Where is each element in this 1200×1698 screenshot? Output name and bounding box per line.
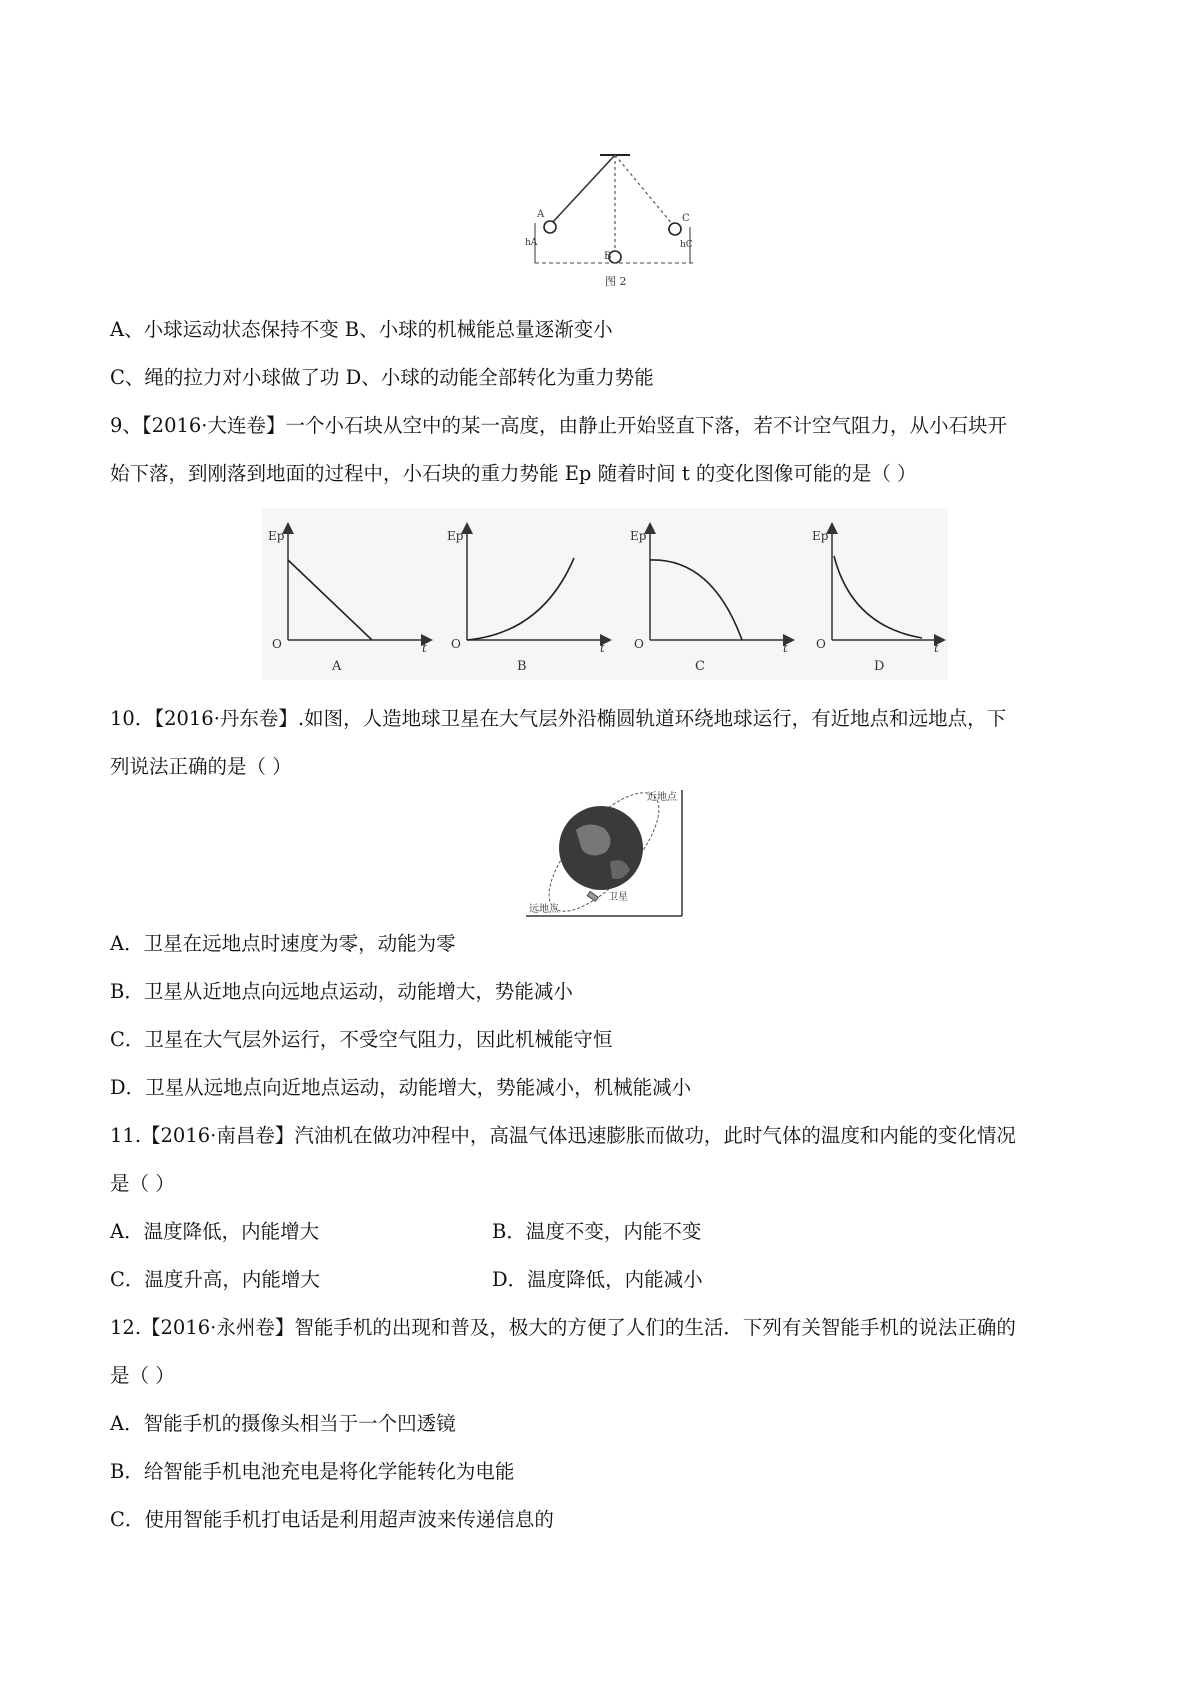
q11-line1: 11.【2016·南昌卷】汽油机在做功冲程中，高温气体迅速膨胀而做功，此时气体的温度和内能的变化情况 <box>110 1124 1016 1147</box>
graph-d-x-label: t <box>934 641 939 655</box>
q11-option-a: A．温度降低，内能增大 <box>110 1220 320 1243</box>
q12-option-b: B．给智能手机电池充电是将化学能转化为电能 <box>110 1460 515 1483</box>
q11-option-b: B．温度不变，内能不变 <box>492 1220 702 1243</box>
q12-option-a: A．智能手机的摄像头相当于一个凹透镜 <box>110 1412 456 1435</box>
graph-a-x-label: t <box>422 641 427 655</box>
q11-option-d: D．温度降低，内能减小 <box>492 1268 703 1291</box>
graph-c <box>630 528 789 674</box>
q10-line2: 列说法正确的是（ ） <box>110 755 292 778</box>
q10-option-c: C．卫星在大气层外运行，不受空气阻力，因此机械能守恒 <box>110 1028 613 1051</box>
label-hc: hC <box>680 240 693 250</box>
q10-option-b: B．卫星从近地点向远地点运动，动能增大，势能减小 <box>110 980 573 1003</box>
q10-option-d: D．卫星从远地点向近地点运动，动能增大，势能减小，机械能减小 <box>110 1076 692 1099</box>
graph-a-origin: O <box>272 637 282 651</box>
graph-c-origin: O <box>634 637 644 651</box>
label-b: B <box>604 251 612 262</box>
graph-a-y-label: Ep <box>268 529 285 543</box>
graph-b-letter: B <box>517 659 527 674</box>
label-apogee: 远地点 <box>529 904 559 915</box>
graph-b-y-label: Ep <box>447 529 464 543</box>
q10-line1: 10．【2016·丹东卷】.如图，人造地球卫星在大气层外沿椭圆轨道环绕地球运行，有近地点和远地点，下 <box>110 707 1007 730</box>
graph-a <box>268 528 427 674</box>
q9-graphs <box>262 508 948 680</box>
graph-b-origin: O <box>451 637 461 651</box>
graph-c-y-label: Ep <box>630 529 647 543</box>
label-satellite: 卫星 <box>608 892 628 903</box>
label-ha: hA <box>525 238 538 248</box>
graph-d-origin: O <box>816 637 826 651</box>
pendulum-figure <box>510 145 700 295</box>
graph-d <box>812 528 940 674</box>
label-a: A <box>537 209 545 220</box>
q12-line2: 是（ ） <box>110 1364 175 1387</box>
label-perigee: 近地点 <box>647 792 677 803</box>
graph-c-letter: C <box>695 659 705 674</box>
q9-line2: 始下落，到刚落到地面的过程中，小石块的重力势能 Ep 随着时间 t 的变化图像可能的是（ ） <box>110 462 917 485</box>
label-c: C <box>682 213 690 224</box>
graph-a-letter: A <box>332 659 342 674</box>
q11-option-c: C．温度升高，内能增大 <box>110 1268 320 1291</box>
figure-caption: 图 2 <box>605 275 627 288</box>
q11-line2: 是（ ） <box>110 1172 175 1195</box>
q12-line1: 12.【2016·永州卷】智能手机的出现和普及，极大的方便了人们的生活．下列有关智能手机的说法正确的 <box>110 1316 1016 1339</box>
graph-b <box>447 528 606 674</box>
graph-b-x-label: t <box>600 641 605 655</box>
q9-line1: 9、【2016·大连卷】一个小石块从空中的某一高度，由静止开始竖直下落，若不计空气阻力，从小石块开 <box>110 414 1007 437</box>
satellite-figure <box>526 790 686 918</box>
q8-options-line2: C、绳的拉力对小球做了功 D、小球的动能全部转化为重力势能 <box>110 366 654 389</box>
graph-d-letter: D <box>874 659 885 674</box>
graph-c-x-label: t <box>783 641 788 655</box>
graph-d-y-label: Ep <box>812 529 829 543</box>
q10-option-a: A．卫星在远地点时速度为零，动能为零 <box>110 932 456 955</box>
q8-options-line1: A、小球运动状态保持不变 B、小球的机械能总量逐渐变小 <box>110 318 613 341</box>
q12-option-c: C．使用智能手机打电话是利用超声波来传递信息的 <box>110 1508 554 1531</box>
